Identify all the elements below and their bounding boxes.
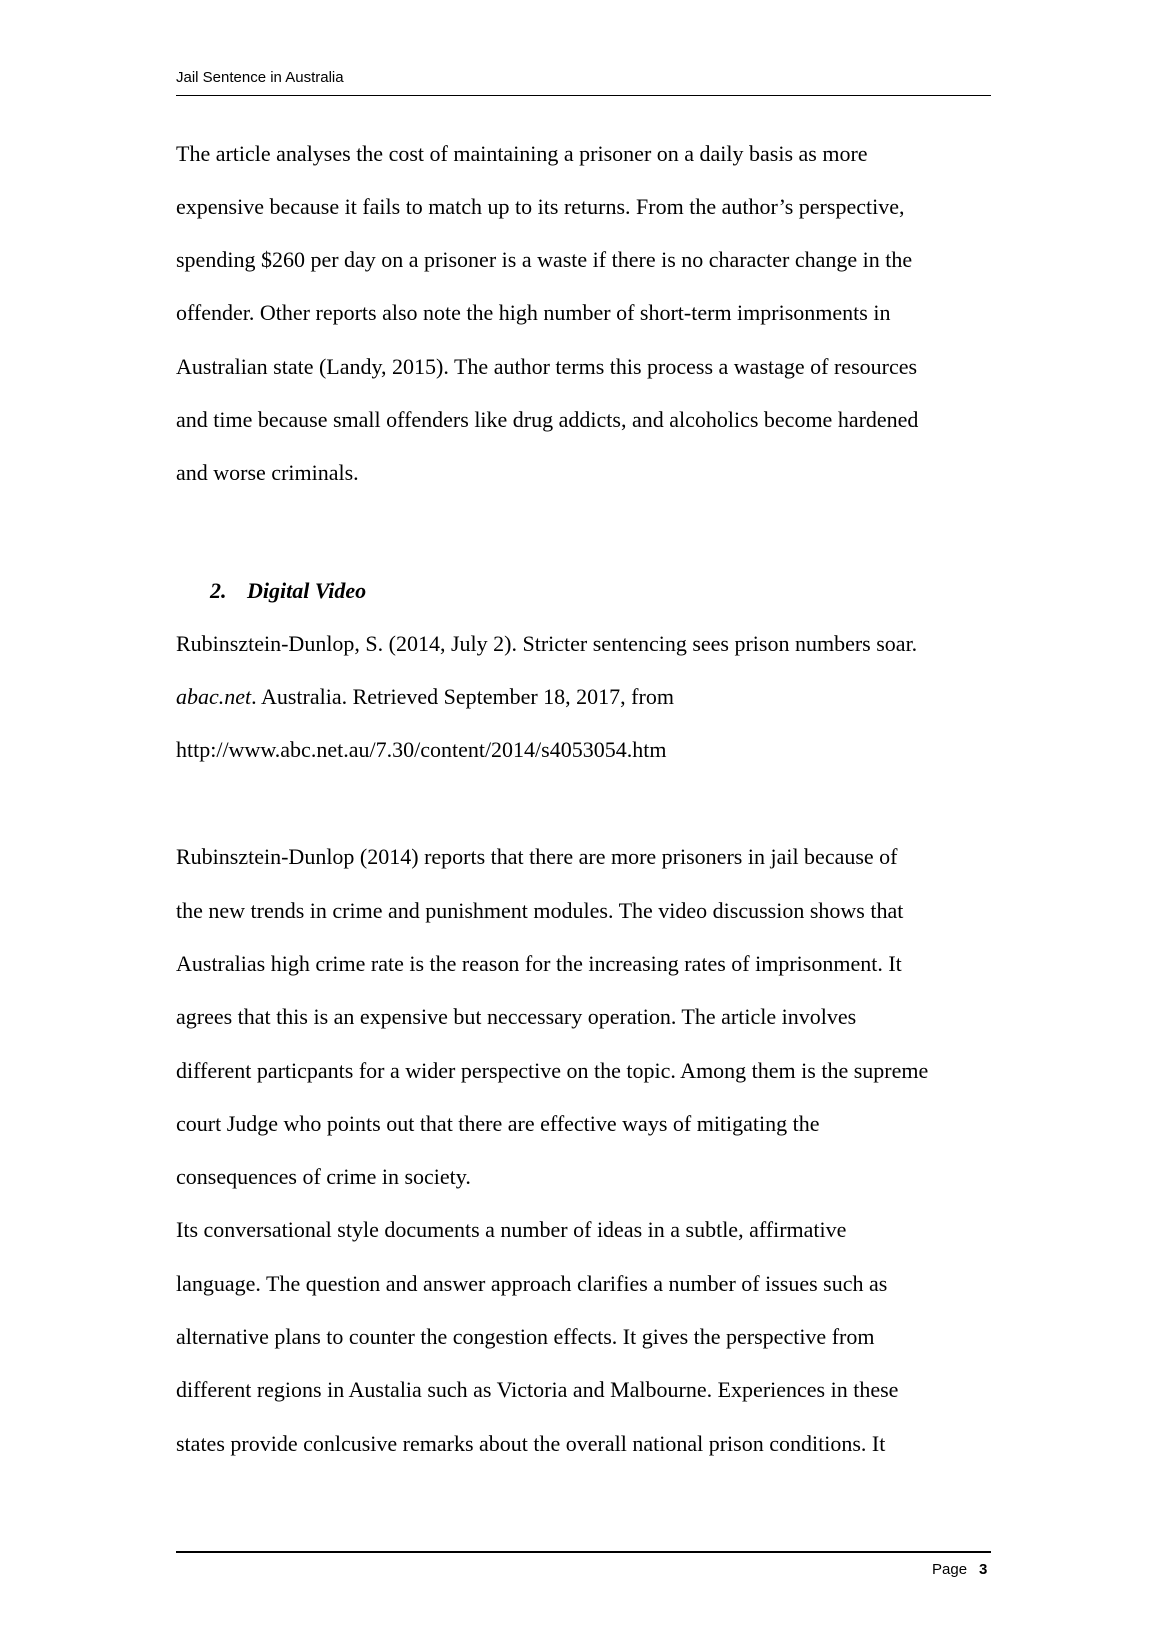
paragraph2-line-3: Australias high crime rate is the reason for the increasing rates of imprisonment. It (176, 951, 902, 976)
running-header: Jail Sentence in Australia (176, 69, 344, 86)
paragraph1-line-3: spending $260 per day on a prisoner is a waste if there is no character change in the (176, 247, 913, 272)
paragraph3-line-4: different regions in Austalia such as Victoria and Malbourne. Experiences in these (176, 1377, 899, 1402)
section-title: Digital Video (247, 578, 367, 603)
section-heading (210, 577, 366, 605)
paragraph3-line-1: Its conversational style documents a number of ideas in a subtle, affirmative (176, 1217, 847, 1242)
paragraph3-line-5: states provide conlcusive remarks about the overall national prison conditions. It (176, 1431, 886, 1456)
paragraph2-line-2: the new trends in crime and punishment modules. The video discussion shows that (176, 898, 904, 923)
paragraph1-line-6: and time because small offenders like drug addicts, and alcoholics become hardened (176, 407, 919, 432)
page-footer (932, 1560, 987, 1580)
reference-url: http://www.abc.net.au/7.30/content/2014/s4053054.htm (176, 737, 667, 762)
paragraph3-line-3: alternative plans to counter the congestion effects. It gives the perspective from (176, 1324, 875, 1349)
paragraph1-line-2: expensive because it fails to match up to its returns. From the author’s perspective, (176, 194, 905, 219)
reference-source: abac.net (176, 684, 252, 709)
reference-line-2 (176, 683, 674, 711)
reference-retrieved: . Australia. Retrieved September 18, 2017, from (251, 684, 674, 709)
paragraph2-line-7: consequences of crime in society. (176, 1164, 471, 1189)
page-number: 3 (979, 1561, 988, 1578)
paragraph1-line-1: The article analyses the cost of maintaining a prisoner on a daily basis as more (176, 141, 868, 166)
paragraph1-line-7: and worse criminals. (176, 460, 359, 485)
paragraph2-line-6: court Judge who points out that there are effective ways of mitigating the (176, 1111, 820, 1136)
paragraph2-line-5: different particpants for a wider perspective on the topic. Among them is the supreme (176, 1058, 929, 1083)
page-label: Page (932, 1561, 968, 1578)
section-number: 2. (210, 578, 227, 603)
footer-rule (176, 1551, 991, 1553)
paragraph2-line-4: agrees that this is an expensive but neccessary operation. The article involves (176, 1004, 857, 1029)
paragraph1-line-4: offender. Other reports also note the high number of short-term imprisonments in (176, 300, 891, 325)
paragraph2-line-1: Rubinsztein-Dunlop (2014) reports that there are more prisoners in jail because of (176, 844, 898, 869)
reference-line-1: Rubinsztein-Dunlop, S. (2014, July 2). Stricter sentencing sees prison numbers soar. (176, 631, 918, 656)
paragraph1-line-5: Australian state (Landy, 2015). The author terms this process a wastage of resources (176, 354, 918, 379)
paragraph3-line-2: language. The question and answer approach clarifies a number of issues such as (176, 1271, 888, 1296)
header-rule (176, 95, 991, 96)
